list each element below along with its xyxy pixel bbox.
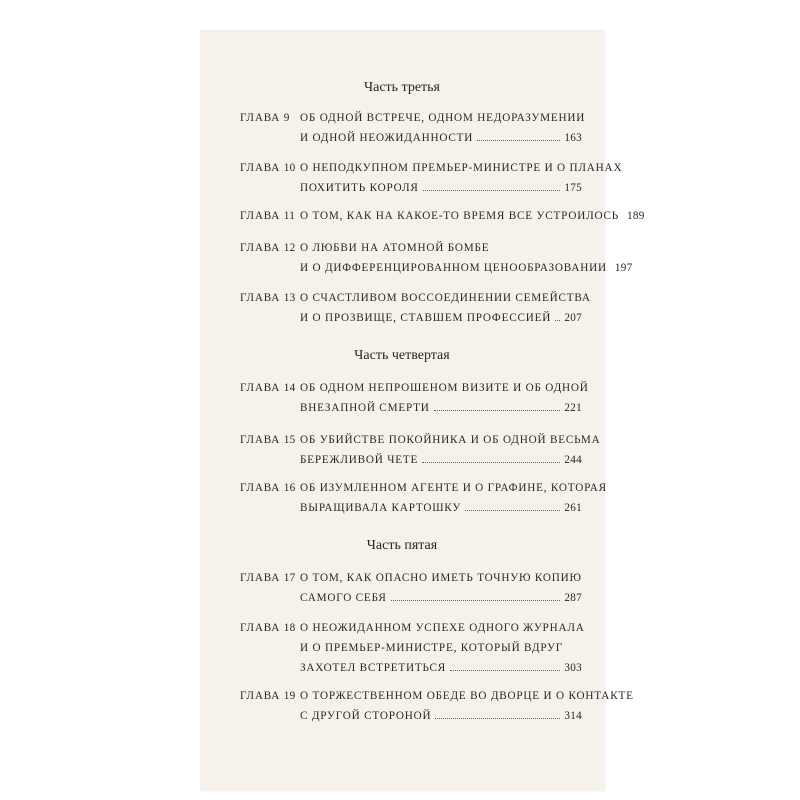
chapter-label: ГЛАВА 15 [240,434,296,446]
leader-dots [465,510,560,511]
chapter-title-line: О ТОМ, КАК ОПАСНО ИМЕТЬ ТОЧНУЮ КОПИЮ [300,572,582,584]
chapter-title-line: И ОДНОЙ НЕОЖИДАННОСТИ [300,132,474,144]
leader-dots [391,600,561,601]
leader-dots [423,190,561,191]
chapter-title [300,206,645,226]
page-number: 244 [564,454,582,466]
chapter-title-line: БЕРЕЖЛИВОЙ ЧЕТЕ [300,454,419,466]
chapter-title-line: ВНЕЗАПНОЙ СМЕРТИ [300,402,430,414]
page-number: 197 [614,262,633,274]
chapter-title [300,378,589,418]
page-number: 175 [564,182,582,194]
leader-dots [422,462,560,463]
chapter-title [300,158,623,198]
chapter-title [300,238,633,278]
chapter-label: ГЛАВА 19 [240,690,296,702]
leader-dots [450,670,560,671]
chapter-label: ГЛАВА 12 [240,242,296,254]
chapter-title-line: ПОХИТИТЬ КОРОЛЯ [300,182,419,194]
chapter-title-line: О ТОМ, КАК НА КАКОЕ-ТО ВРЕМЯ ВСЕ УСТРОИЛОСЬ [300,210,619,222]
page-number: 189 [626,210,645,222]
chapter-label: ГЛАВА 17 [240,572,296,584]
chapter-title [300,430,601,470]
chapter-title-line: ЗАХОТЕЛ ВСТРЕТИТЬСЯ [300,662,447,674]
chapter-title [300,686,634,726]
chapter-title [300,288,591,328]
leader-dots [477,140,560,141]
page-number: 314 [564,710,582,722]
chapter-label: ГЛАВА 16 [240,482,296,494]
chapter-title [300,568,582,608]
chapter-label: ГЛАВА 10 [240,162,296,174]
chapter-label: ГЛАВА 18 [240,622,296,634]
chapter-title-line: ВЫРАЩИВАЛА КАРТОШКУ [300,502,462,514]
part-title-3: Часть третья [364,80,440,95]
chapter-title [300,108,586,148]
chapter-title [300,478,607,518]
chapter-label: ГЛАВА 9 [240,112,290,124]
chapter-label: ГЛАВА 13 [240,292,296,304]
chapter-title-line: ОБ УБИЙСТВЕ ПОКОЙНИКА И ОБ ОДНОЙ ВЕСЬМА [300,434,601,446]
chapter-title [300,618,585,678]
chapter-label: ГЛАВА 14 [240,382,296,394]
chapter-title-line: О НЕОЖИДАННОМ УСПЕХЕ ОДНОГО ЖУРНАЛА [300,622,585,634]
page-number: 207 [564,312,582,324]
chapter-title-line: ОБ ОДНОЙ ВСТРЕЧЕ, ОДНОМ НЕДОРАЗУМЕНИИ [300,112,586,124]
chapter-title-line: С ДРУГОЙ СТОРОНОЙ [300,710,432,722]
leader-dots [435,718,560,719]
chapter-title-line: ОБ ОДНОМ НЕПРОШЕНОМ ВИЗИТЕ И ОБ ОДНОЙ [300,382,589,394]
chapter-title-line: И О ПРЕМЬЕР-МИНИСТРЕ, КОТОРЫЙ ВДРУГ [300,642,564,654]
page-number: 221 [564,402,582,414]
chapter-title-line: О НЕПОДКУПНОМ ПРЕМЬЕР-МИНИСТРЕ И О ПЛАНАХ [300,162,623,174]
page-number: 261 [564,502,582,514]
chapter-title-line: О ЛЮБВИ НА АТОМНОЙ БОМБЕ [300,242,490,254]
part-title-4: Часть четвертая [354,348,450,363]
chapter-title-line: САМОГО СЕБЯ [300,592,387,604]
chapter-title-line: О СЧАСТЛИВОМ ВОССОЕДИНЕНИИ СЕМЕЙСТВА [300,292,591,304]
book-page [200,30,645,790]
part-title-5: Часть пятая [366,538,438,553]
leader-dots [434,410,561,411]
leader-dots [555,320,560,321]
chapter-title-line: ОБ ИЗУМЛЕННОМ АГЕНТЕ И О ГРАФИНЕ, КОТОРАЯ [300,482,607,494]
chapter-title-line: И О ПРОЗВИЩЕ, СТАВШЕМ ПРОФЕССИЕЙ [300,312,552,324]
chapter-title-line: И О ДИФФЕРЕНЦИРОВАННОМ ЦЕНООБРАЗОВАНИИ [300,262,607,274]
chapter-label: ГЛАВА 11 [240,210,296,222]
page-number: 163 [564,132,582,144]
page-number: 287 [564,592,582,604]
page-number: 303 [564,662,582,674]
chapter-title-line: О ТОРЖЕСТВЕННОМ ОБЕДЕ ВО ДВОРЦЕ И О КОНТАКТЕ [300,690,634,702]
